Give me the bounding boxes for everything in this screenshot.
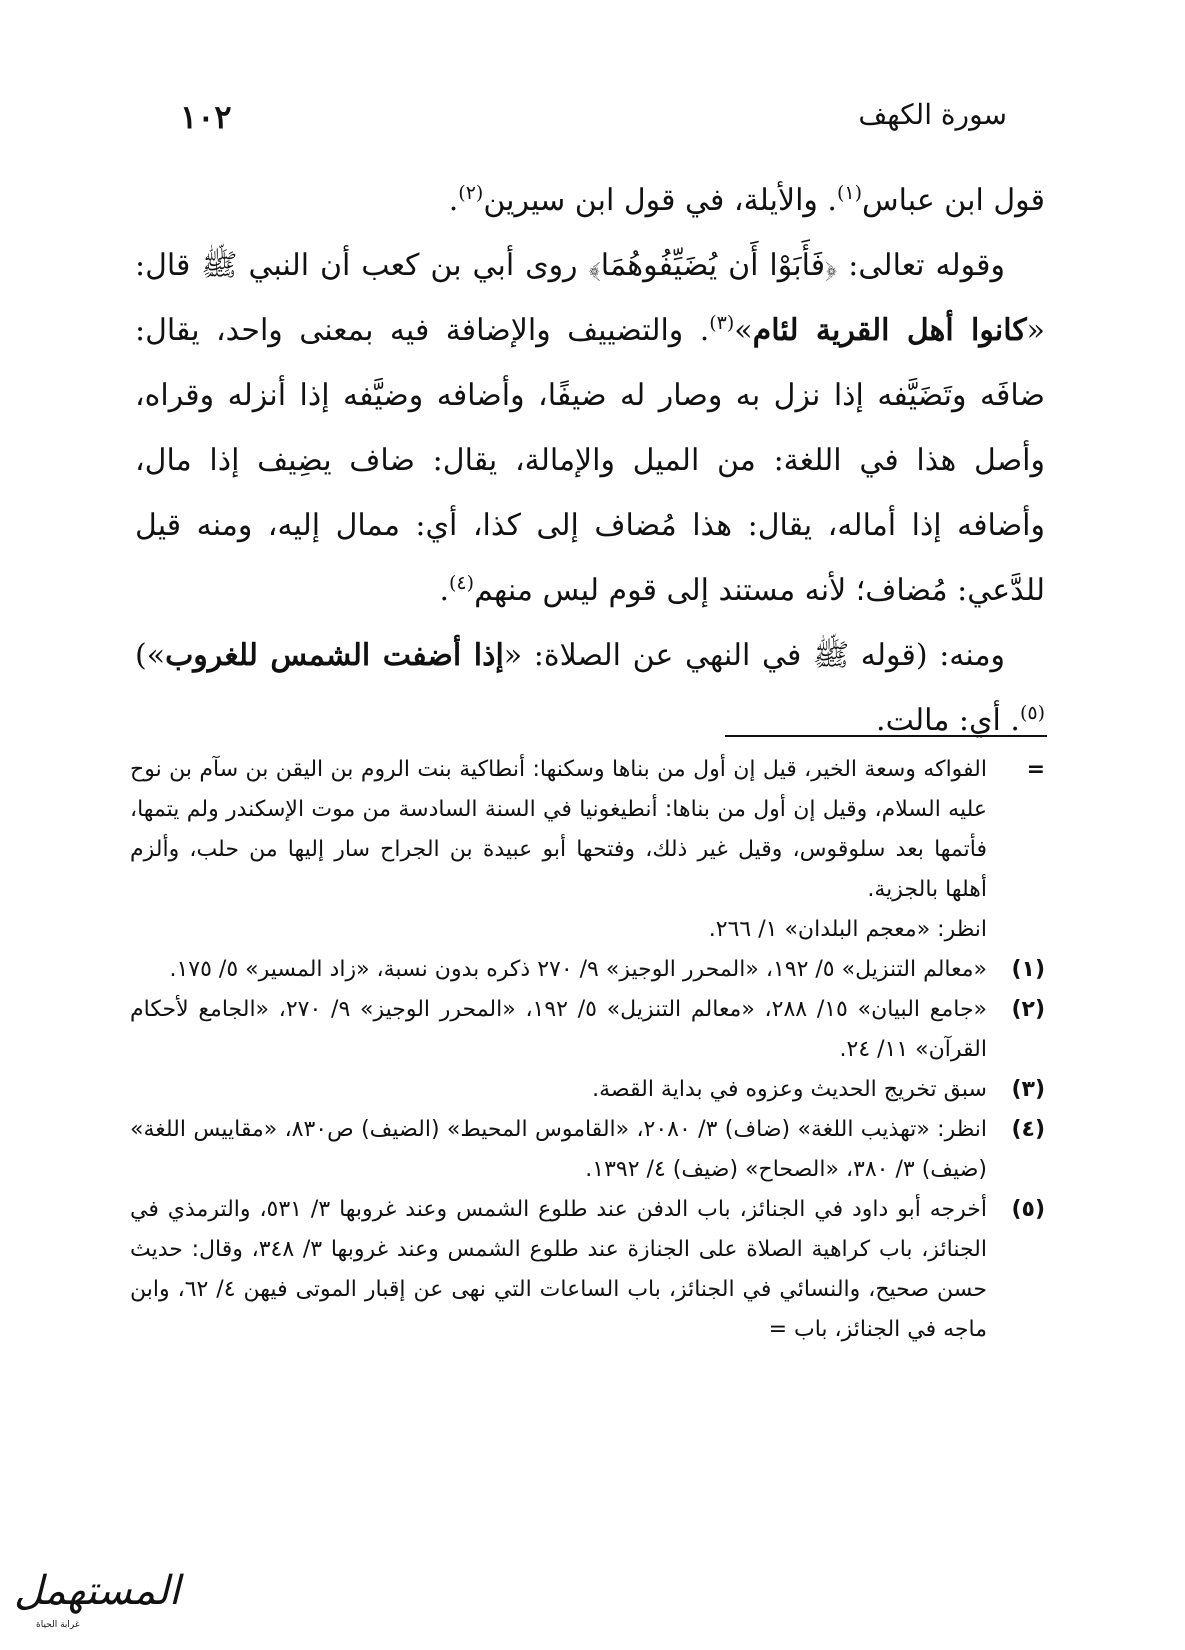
footnote-mark: (٢) — [1011, 997, 1045, 1022]
text-run: وقوله تعالى: ﴿فَأَبَوْا أَن يُضَيِّفُوهُمَا﴾ روى أبي بن كعب أن النبي ﷺ قال: « — [135, 248, 1045, 348]
page-number: ١٠٢ — [180, 98, 232, 136]
footnote-continued — [130, 750, 1045, 950]
footnote-5 — [130, 1190, 1045, 1350]
footnote-1 — [130, 950, 1045, 990]
footnote-ref: (٤) — [449, 572, 475, 594]
text-run: قول ابن عباس — [862, 183, 1045, 218]
paragraph-3 — [135, 623, 1045, 753]
watermark-tagline: غرابة الحياة — [36, 1620, 80, 1630]
footnote-mark: (١) — [1011, 957, 1045, 982]
footnotes — [130, 750, 1045, 1350]
text-run: . — [439, 573, 449, 608]
footnote-ref: (٥) — [1019, 702, 1045, 724]
footnote-separator — [725, 735, 1047, 737]
paragraph-2 — [135, 233, 1045, 623]
hadith-quote: كانوا أهل القرية لئام — [752, 313, 1027, 348]
text-run: ومنه: (قوله ﷺ في النهي عن الصلاة: « — [503, 638, 1005, 673]
footnote-mark: (٤) — [1011, 1117, 1045, 1142]
footnote-text: انظر: «تهذيب اللغة» (ضاف) ٣/ ٢٠٨٠، «القاموس المحيط» (الضيف) ص٨٣٠، «مقاييس اللغة» (ضيف) ٣/ ٣٨٠، «الصحاح» (ضيف) ٤/ ١٣٩٢. — [130, 1117, 987, 1182]
page-header — [180, 98, 1007, 142]
footnote-mark: (٥) — [1011, 1197, 1045, 1222]
footnote-text: أخرجه أبو داود في الجنائز، باب الدفن عند طلوع الشمس وعند غروبها ٣/ ٥٣١، والترمذي في الجنائز، باب كراهية الصلاة على الجنازة عند طلوع الشمس وعند غروبها ٣/ ٣٤٨، وقال: حديث حسن صحيح، والنسائي في الجنائز، باب الساعات التي نهى عن إقبار الموتى فيهن ٤/ ٦٢، وابن ماجه في الجنائز، باب = — [130, 1197, 988, 1342]
text-run: » — [734, 313, 753, 348]
footnote-text: «معالم التنزيل» ٥/ ١٩٢، «المحرر الوجيز» ٩/ ٢٧٠ ذكره بدون نسبة، «زاد المسير» ٥/ ١٧٥. — [169, 957, 987, 982]
footnote-4 — [130, 1110, 1045, 1190]
footnote-text: انظر: «معجم البلدان» ١/ ٢٦٦. — [708, 917, 987, 942]
text-run: . والتضييف والإضافة فيه بمعنى واحد، يقال: ضافَه وتَضَيَّفه إذا نزل به وصار له ضيفًا، وأضافه وضيَّفه إذا أنزله وقراه، وأصل هذا في اللغة: من الميل والإمالة، يقال: ضاف يضِيف إذا مال، وأضافه إذا أماله، يقال: هذا مُضاف إلى كذا، أي: ممال إليه، ومنه قيل للدَّعي: مُضاف؛ لأنه مستند إلى قوم ليس منهم — [135, 313, 1045, 608]
footnote-ref: (٣) — [709, 312, 735, 334]
text-run: . — [448, 183, 459, 218]
chapter-title: سورة الكهف — [858, 98, 1007, 131]
footnote-2 — [130, 990, 1045, 1070]
text-run: . والأيلة، في قول ابن سيرين — [483, 183, 837, 218]
footnote-text: سبق تخريج الحديث وعزوه في بداية القصة. — [592, 1077, 987, 1102]
paragraph-1 — [135, 168, 1045, 233]
footnote-text: الفواكه وسعة الخير، قيل إن أول من بناها وسكنها: أنطاكية بنت الروم بن اليقن بن سآم بن نوح عليه السلام، وقيل إن أول من بناها: أنطيغونيا في السنة السادسة من موت الإسكندر ولم يتمها، فأتمها بعد سلوقوس، وقيل غير ذلك، وفتحها أبو عبيدة بن الجراح سار إليها من حلب، وألزم أهلها بالجزية. — [130, 757, 987, 902]
main-text — [135, 168, 1045, 753]
text-run: . أي: مالت. — [876, 703, 1020, 738]
text-run: ») — [135, 638, 166, 673]
footnote-ref: (٢) — [458, 182, 484, 204]
footnote-ref: (١) — [836, 182, 863, 204]
hadith-quote: إذا أضفت الشمس للغروب — [165, 638, 504, 673]
footnote-text: «جامع البيان» ١٥/ ٢٨٨، «معالم التنزيل» ٥/ ١٩٢، «المحرر الوجيز» ٩/ ٢٧٠، «الجامع لأحكام القرآن» ١١/ ٢٤. — [130, 997, 987, 1062]
footnote-mark: (٣) — [1011, 1077, 1045, 1102]
watermark-brand: المستهمل — [14, 1568, 181, 1614]
footnote-3 — [130, 1070, 1045, 1110]
footnote-mark: = — [1026, 757, 1045, 782]
watermark-logo — [6, 1568, 181, 1638]
